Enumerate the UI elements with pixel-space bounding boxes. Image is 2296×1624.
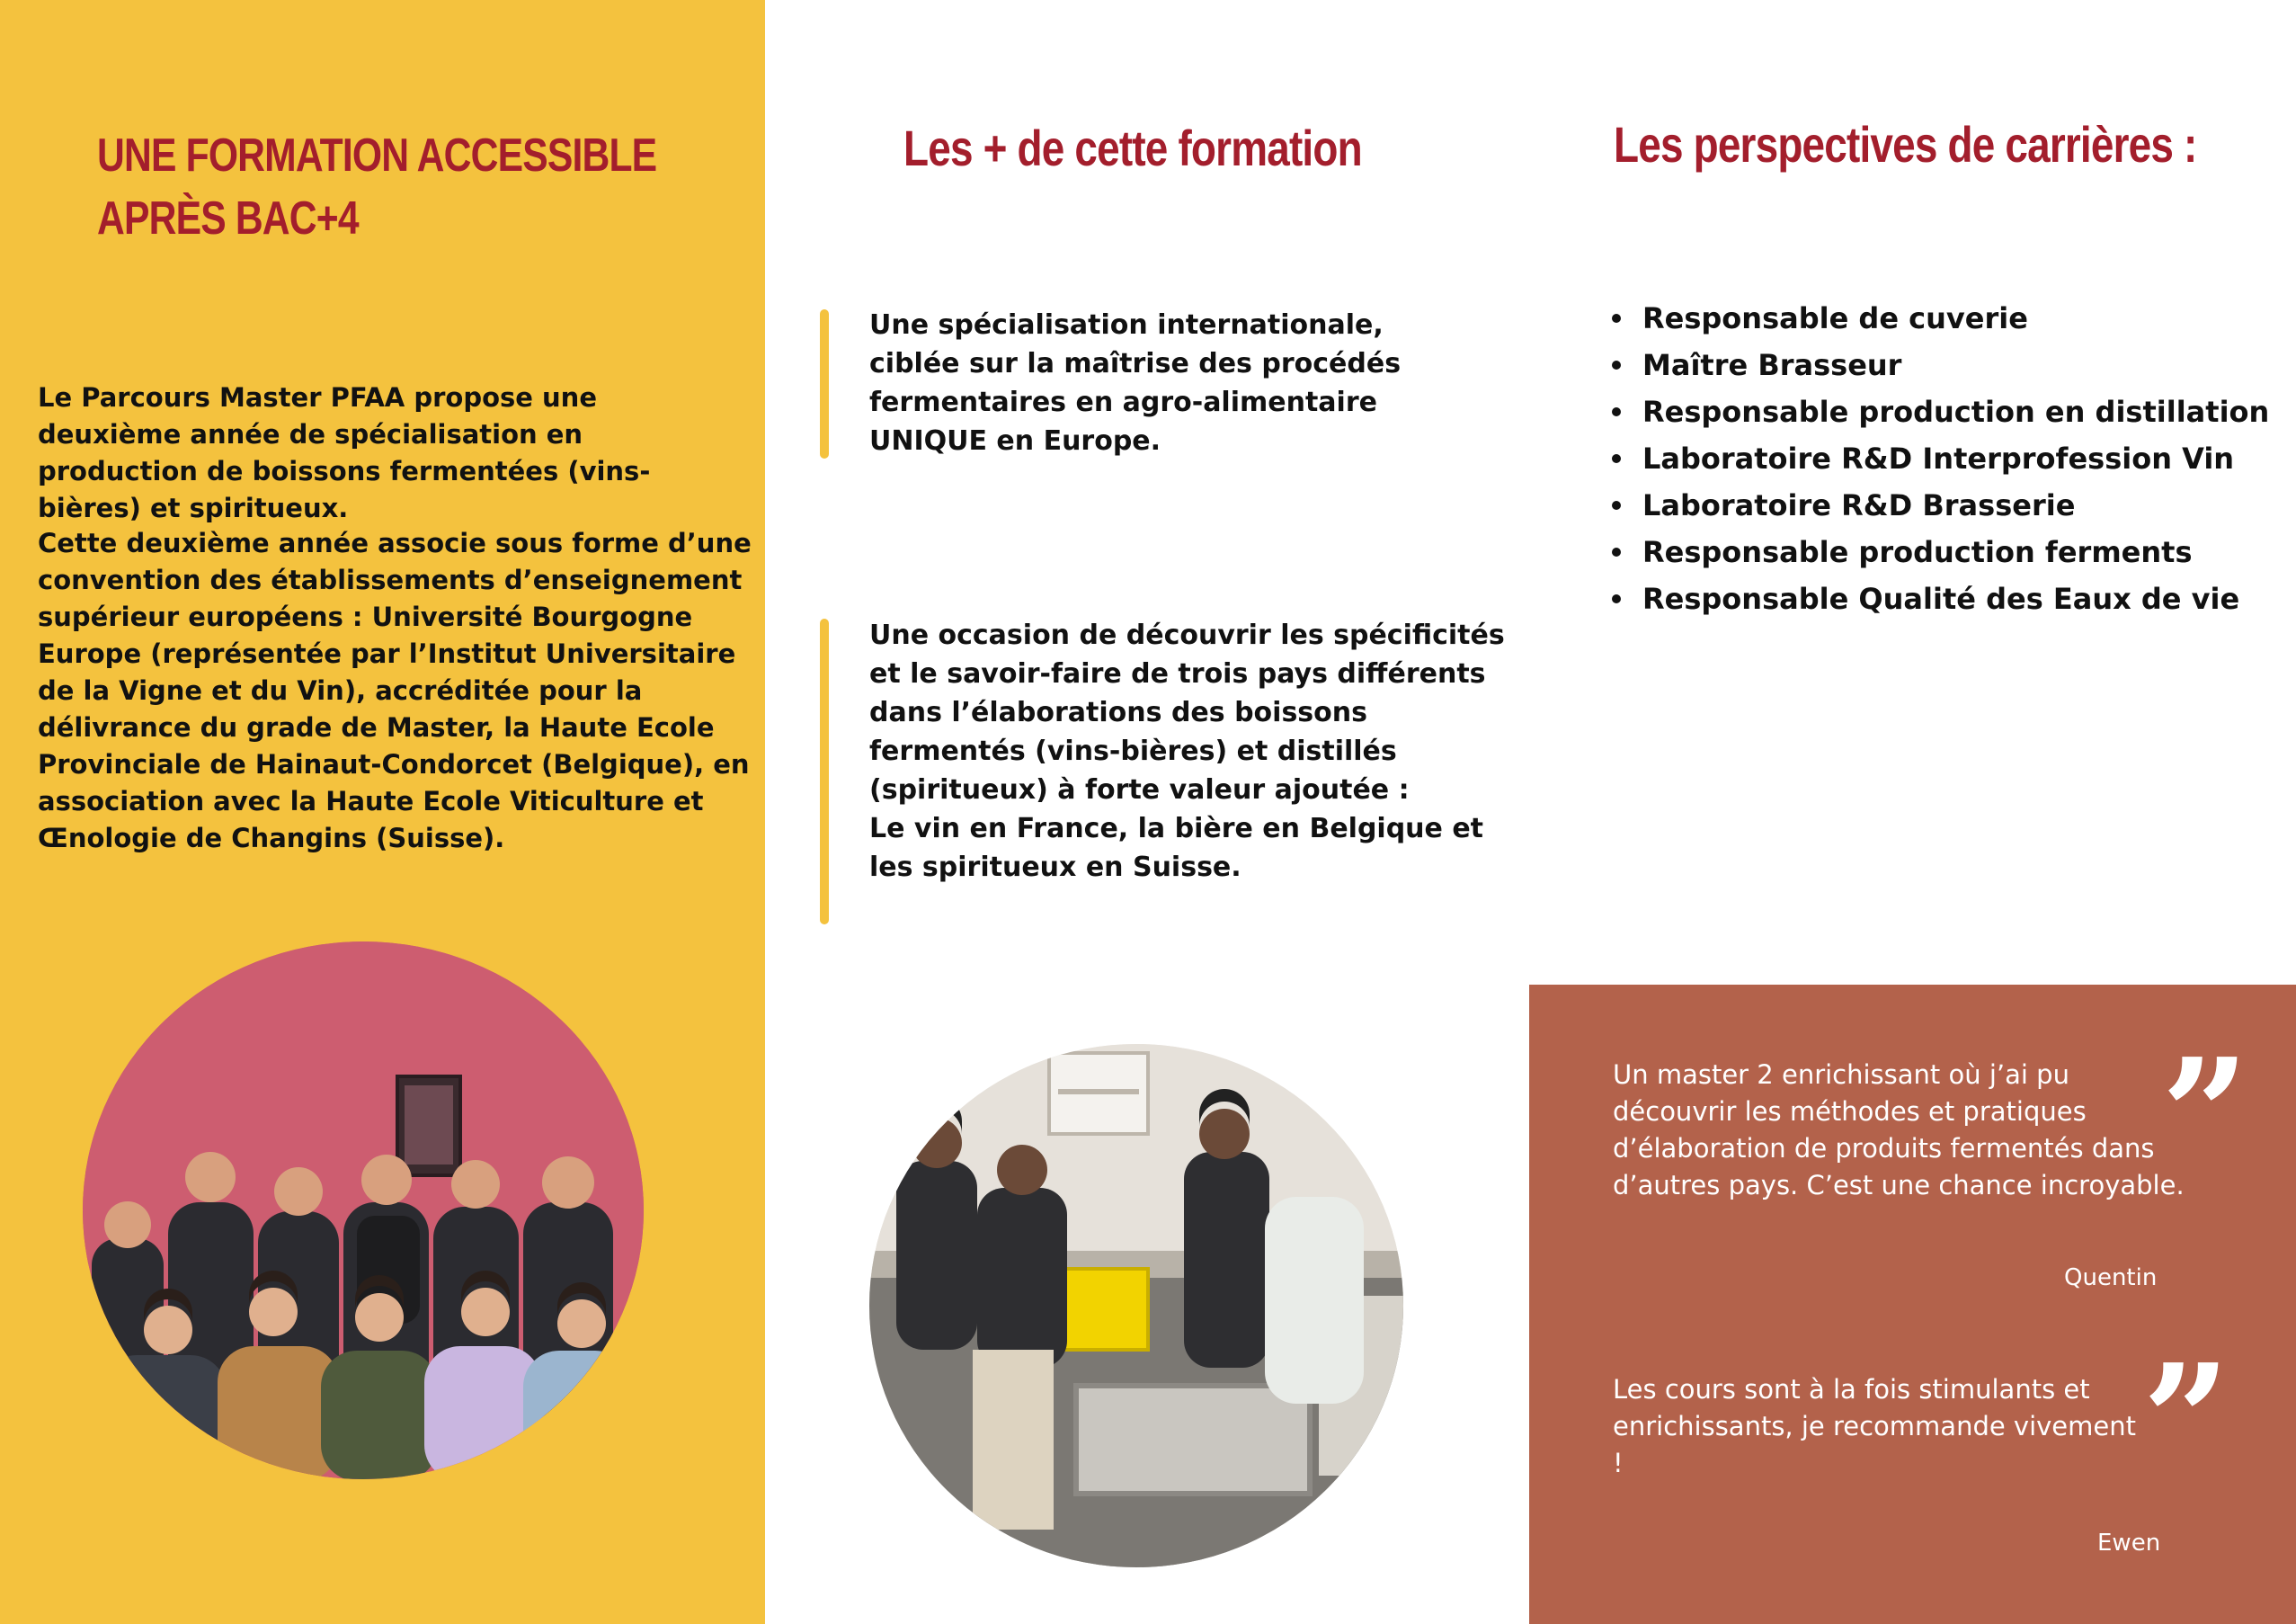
lab-work-photo bbox=[869, 1044, 1403, 1567]
plus-point-2-line-2: Le vin en France, la bière en Belgique et les spiritueux en Suisse. bbox=[869, 813, 1484, 883]
testimonial-author-2: Ewen bbox=[2097, 1530, 2161, 1557]
career-item: Maître Brasseur bbox=[1610, 342, 2293, 388]
heading-perspectives-carrieres: Les perspectives de carrières : bbox=[1614, 116, 2197, 173]
plus-point-2-line-1: Une occasion de découvrir les spécificités et le savoir-faire de trois pays différents dans l’élaborations des boissons fermentés (vins-bières) et distillés (spiritueux) à forte valeur ajoutée : bbox=[869, 620, 1505, 806]
intro-paragraph-2: Cette deuxième année associe sous forme d’une convention des établissements d’enseignement supérieur européens : Université Bourgogne Europe (représentée par l’Institut Universitaire de la Vigne et du Vin), accréditée pour la délivrance du grade de Master, la Haute Ecole Provinciale de Hainaut-Condorcet (Belgique), en association avec la Haute Ecole Viticulture et Œnologie de Changins (Suisse). bbox=[38, 528, 752, 853]
plus-point-2 bbox=[869, 616, 1517, 887]
plus-point-1: Une spécialisation internationale, ciblée sur la maîtrise des procédés fermentaires en agro-alimentaire UNIQUE en Europe. bbox=[869, 309, 1402, 457]
testimonials-panel bbox=[1529, 985, 2296, 1624]
students-photo-illustration bbox=[83, 941, 644, 1479]
career-item: Laboratoire R&D Interprofession Vin bbox=[1610, 435, 2293, 482]
career-item: Responsable Qualité des Eaux de vie bbox=[1610, 576, 2293, 622]
lab-photo-illustration bbox=[869, 1044, 1403, 1567]
intro-paragraph-1: Le Parcours Master PFAA propose une deuxième année de spécialisation en production de boissons fermentées (vins-bières) et spiritueux. bbox=[38, 382, 651, 523]
quote-mark-icon: ” bbox=[2142, 1331, 2218, 1511]
career-item: Laboratoire R&D Brasserie bbox=[1610, 482, 2293, 529]
accent-bar bbox=[820, 619, 829, 924]
testimonial-quote-2: Les cours sont à la fois stimulants et enrichissants, je recommande vivement ! bbox=[1613, 1374, 2136, 1478]
students-group-photo bbox=[83, 941, 644, 1479]
careers-list bbox=[1610, 295, 2293, 622]
left-column bbox=[0, 0, 765, 1624]
career-item: Responsable production en distillation bbox=[1610, 388, 2293, 435]
career-item: Responsable de cuverie bbox=[1610, 295, 2293, 342]
testimonial-author-1: Quentin bbox=[2064, 1264, 2158, 1291]
career-item: Responsable production ferments bbox=[1610, 529, 2293, 576]
testimonial-quote-1: Un master 2 enrichissant où j’ai pu découvrir les méthodes et pratiques d’élaboration de produits fermentés dans d’autres pays. C’est une chance incroyable. bbox=[1613, 1059, 2185, 1200]
quote-mark-icon: ” bbox=[2161, 1025, 2237, 1205]
accent-bar bbox=[820, 309, 829, 459]
heading-plus-formation: Les + de cette formation bbox=[903, 120, 1362, 176]
heading-formation-accessible: UNE FORMATION ACCESSIBLE APRÈS BAC+4 bbox=[97, 129, 657, 245]
